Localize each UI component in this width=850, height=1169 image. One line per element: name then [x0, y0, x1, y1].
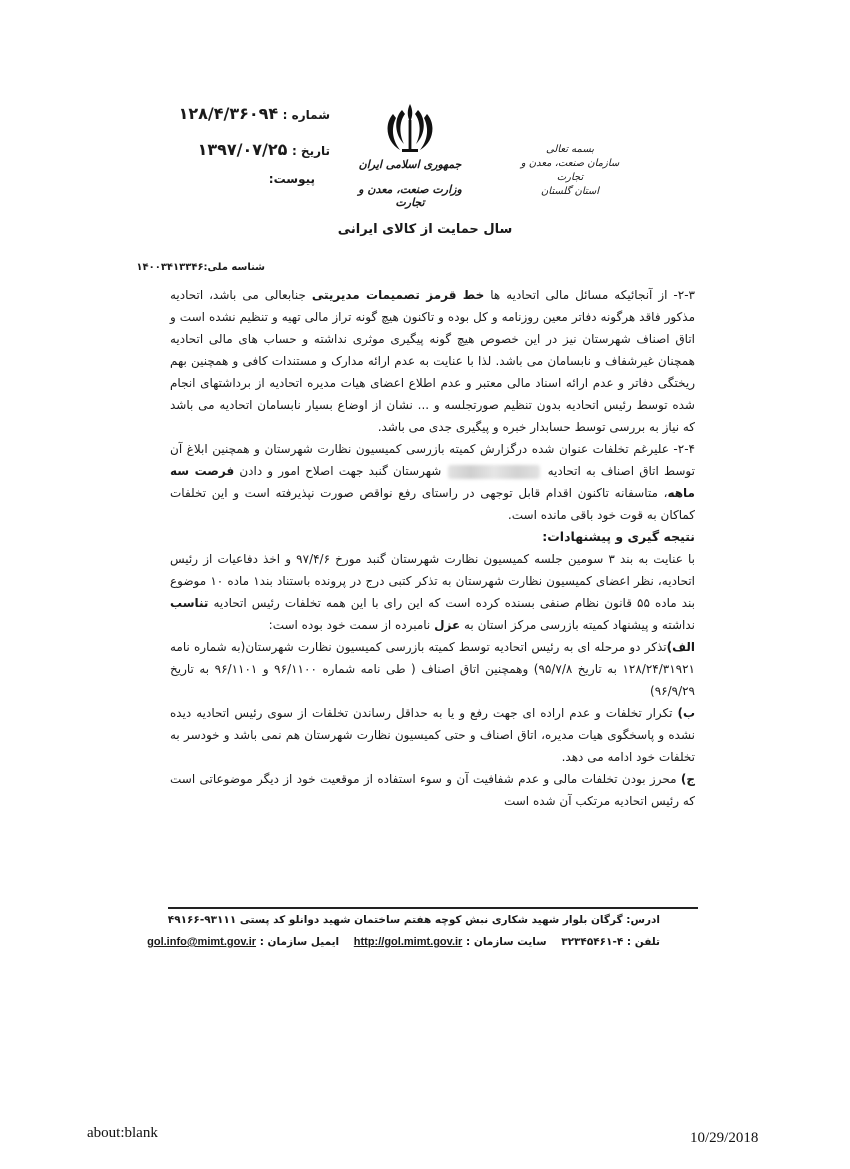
footer-website-label: سایت سازمان :: [466, 936, 547, 948]
government-name: جمهوری اسلامی ایران: [358, 158, 462, 171]
p1-text-a: ۲-۳- از آنجائیکه مسائل مالی اتحادیه ها: [484, 288, 695, 302]
p2-text-c: ، متاسفانه تاکنون اقدام قابل توجهی در راستای رفع نواقص صورت نپذیرفته است و این تخلفات کماکان به قوت خود باقی مانده است.: [170, 486, 695, 522]
footer-divider: [168, 907, 698, 909]
item-alef-label: الف): [666, 640, 695, 654]
p2-text-b: شهرستان گنبد جهت اصلاح امور و دادن: [234, 464, 442, 478]
letter-body: [170, 284, 695, 812]
p2-text-a: ۲-۴- علیرغم تخلفات عنوان شده درگزارش کمیته بازرسی کمیسیون نظارت شهرستان و همچنین ابلاغ آن توسط اتاق اصناف به اتحادیه: [170, 442, 695, 478]
p3-text-c: نامبرده از سمت خود بوده است:: [268, 618, 435, 632]
p1-bold: خط قرمز تصمیمات مدیریتی: [311, 288, 485, 302]
letter-number-value: ۱۲۸/۴/۳۶۰۹۴: [178, 104, 279, 123]
year-slogan: سال حمایت از کالای ایرانی: [337, 222, 513, 237]
footer-website-link[interactable]: http://gol.mimt.gov.ir: [353, 936, 463, 948]
letter-date: [175, 140, 330, 159]
footer-email-label: ایمیل سازمان :: [259, 936, 340, 948]
letter-number: [170, 104, 330, 123]
item-be-text: تکرار تخلفات و عدم اراده ای جهت رفع و یا به حداقل رساندن تخلفات از سوی رئیس اتحادیه دیده نشده و پاسخگوی هیات مدیره، اتاق اصناف و حتی کمیسیون نظارت شهرستان هم نمی باشد و خودسر به تخلفات خود ادامه می دهد.: [170, 706, 695, 764]
p1-text-b: جنابعالی می باشد، اتحادیه مذکور فاقد هرگونه دفاتر معین روزنامه و کل بوده و تاکنون هیچ گونه تراز مالی تهیه و تنظیم نشده است و اتاق اصناف شهرستان نیز در این خصوص هیچ گونه پیگیری موثری نداشته و حساب های مالی اتحادیه همچنان غیرشفاف و نابسامان می باشد. لذا با عنایت به عدم ارائه مدارک و مستندات کافی و همچنین بهم ریختگی دفاتر و عدم ارائه اسناد مالی معتبر و عدم اطلاع اعضای هیات مدیره اتحادیه از برداشتهای انجام شده توسط رئیس اتحادیه بدون تنظیم صورتجلسه و ... نشان از اوضاع بسیار نابسامان اتحادیه می باشد که نیاز به بررسی توسط حسابدار خبره و پیگیری جدی می باشد.: [170, 288, 695, 434]
item-jim-label: ج): [680, 772, 695, 786]
footer-contacts: [147, 936, 660, 948]
letter-date-value: ۱۳۹۷/۰۷/۲۵: [197, 140, 288, 159]
item-jim-text: محرز بودن تخلفات مالی و عدم شفافیت آن و سوء استفاده از موقعیت خود از دیگر موضوعاتی است که رئیس اتحادیه مرتکب آن شده است: [170, 772, 695, 808]
p3-bold-2: عزل: [434, 618, 461, 632]
p3-text-b: نداشته و پیشنهاد کمیته بازرسی مرکز استان به: [460, 618, 695, 632]
p3-bold-1: تناسب: [170, 596, 209, 610]
p3-text-a: با عنایت به بند ۳ سومین جلسه کمیسیون نظارت شهرستان گنبد مورخ ۹۷/۴/۶ و اخذ دفاعیات از رئیس اتحادیه، نظر اعضای کمیسیون نظارت شهرستان به تذکر کتبی درج در پرونده باستناد بند۱ ماده ۱۰ موضوع بند ماده ۵۵ قانون نظام صنفی بسنده کرده است که این رای با این همه تخلفات رئیس اتحادیه: [170, 552, 696, 610]
organization-province: استان گلستان: [540, 186, 600, 197]
print-date: 10/29/2018: [690, 1130, 759, 1146]
organization-block: [515, 143, 625, 199]
paragraph-2-4: [170, 438, 695, 526]
p2-bold: فرصت سه ماهه: [170, 464, 695, 500]
redacted-name: [448, 465, 540, 479]
item-be-label: ب): [677, 706, 695, 720]
letter-number-label: شماره :: [282, 108, 330, 122]
letter-date-label: تاریخ :: [291, 144, 330, 158]
ministry-name: وزارت صنعت، معدن و تجارت: [358, 183, 462, 209]
paragraph-conclusion: [170, 548, 695, 636]
letter-attachment: [255, 172, 315, 187]
print-url: about:blank: [87, 1125, 158, 1141]
basmala: بسمه تعالی: [545, 144, 595, 155]
item-alef: [170, 636, 695, 702]
conclusion-heading: نتیجه گیری و پیشنهادات:: [542, 529, 695, 544]
item-jim: [170, 768, 695, 812]
item-be: [170, 702, 695, 768]
national-id: شناسه ملی:۱۴۰۰۳۴۱۳۳۴۶: [136, 262, 265, 273]
footer-email-link[interactable]: gol.info@mimt.gov.ir: [147, 936, 257, 948]
letter-attachment-label: پیوست:: [268, 172, 315, 186]
iran-emblem-icon: [380, 100, 440, 158]
item-alef-text: تذکر دو مرحله ای به رئیس اتحادیه توسط کمیته بازرسی کمیسیون نظارت شهرستان(به شماره نامه ۱۲۸/۲۴/۳۱۹۲۱ به تاریخ ۹۵/۷/۸) وهمچنین اتاق اصناف ( طی نامه شماره ۹۶/۱۱۰۰ و ۹۶/۱۱۰۱ به تاریخ ۹۶/۹/۲۹): [170, 640, 695, 698]
paragraph-2-3: [170, 284, 695, 438]
footer-phone: تلفن : ۴-۳۲۳۴۵۴۶۱: [561, 936, 660, 948]
footer-address: ادرس: گرگان بلوار شهید شکاری نبش کوچه هفتم ساختمان شهید دوانلو کد پستی ۹۳۱۱۱-۴۹۱۶۶: [167, 914, 660, 926]
organization-name: سازمان صنعت، معدن و تجارت: [520, 158, 620, 183]
